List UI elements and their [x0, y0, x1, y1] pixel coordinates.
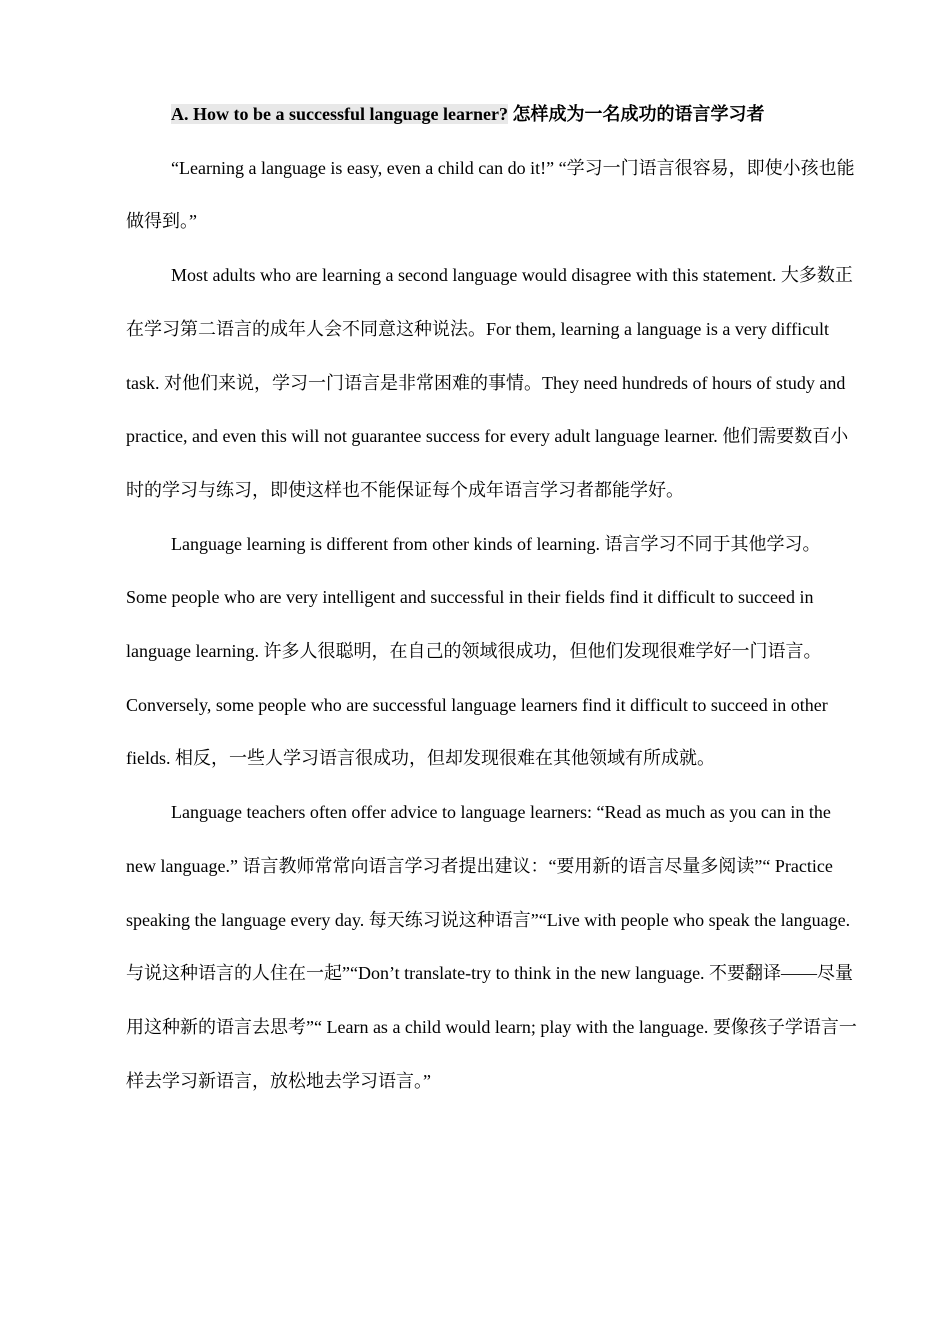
paragraph-advice: Language teachers often offer advice to language learners: “Read as much as you can in the new language.” 语言教师常常向语言学习者提出建议：“要用新的语言尽量多阅读”“ Practice speaking the language every day. 每天练习说这种语言”“Live with people who speak the language. 与说这种语言的人住在一起”“Don’t translate-try to think in the new language. 不要翻译——尽量用这种新的语言去思考”“ Learn as a child would learn; play with the language. 要像孩子学语言一样去学习新语言，放松地去学习语言。”: [126, 802, 857, 1091]
heading-chinese: 怎样成为一名成功的语言学习者: [507, 104, 765, 124]
heading-english: A. How to be a successful language learner?: [171, 104, 508, 124]
section-heading: [126, 88, 860, 142]
paragraph-different: Language learning is different from other kinds of learning. 语言学习不同于其他学习。Some people who are very intelligent and successful in their fields find it difficult to succeed in language learning. 许多人很聪明，在自己的领域很成功，但他们发现很难学好一门语言。Conversely, some people who are successful language learners find it difficult to succeed in other fields. 相反，一些人学习语言很成功，但却发现很难在其他领域有所成就。: [126, 533, 828, 769]
paragraph-quote: “Learning a language is easy, even a child can do it!” “学习一门语言很容易，即使小孩也能做得到。”: [126, 157, 855, 232]
paragraph-adults: Most adults who are learning a second language would disagree with this statement. 大多数正在学习第二语言的成年人会不同意这种说法。For them, learning a language is a very difficult task. 对他们来说，学习一门语言是非常困难的事情。They need hundreds of hours of study and practice, and even this will not guarantee success for every adult language learner. 他们需要数百小时的学习与练习，即使这样也不能保证每个成年语言学习者都能学好。: [126, 265, 853, 500]
document-page: [126, 88, 860, 1108]
